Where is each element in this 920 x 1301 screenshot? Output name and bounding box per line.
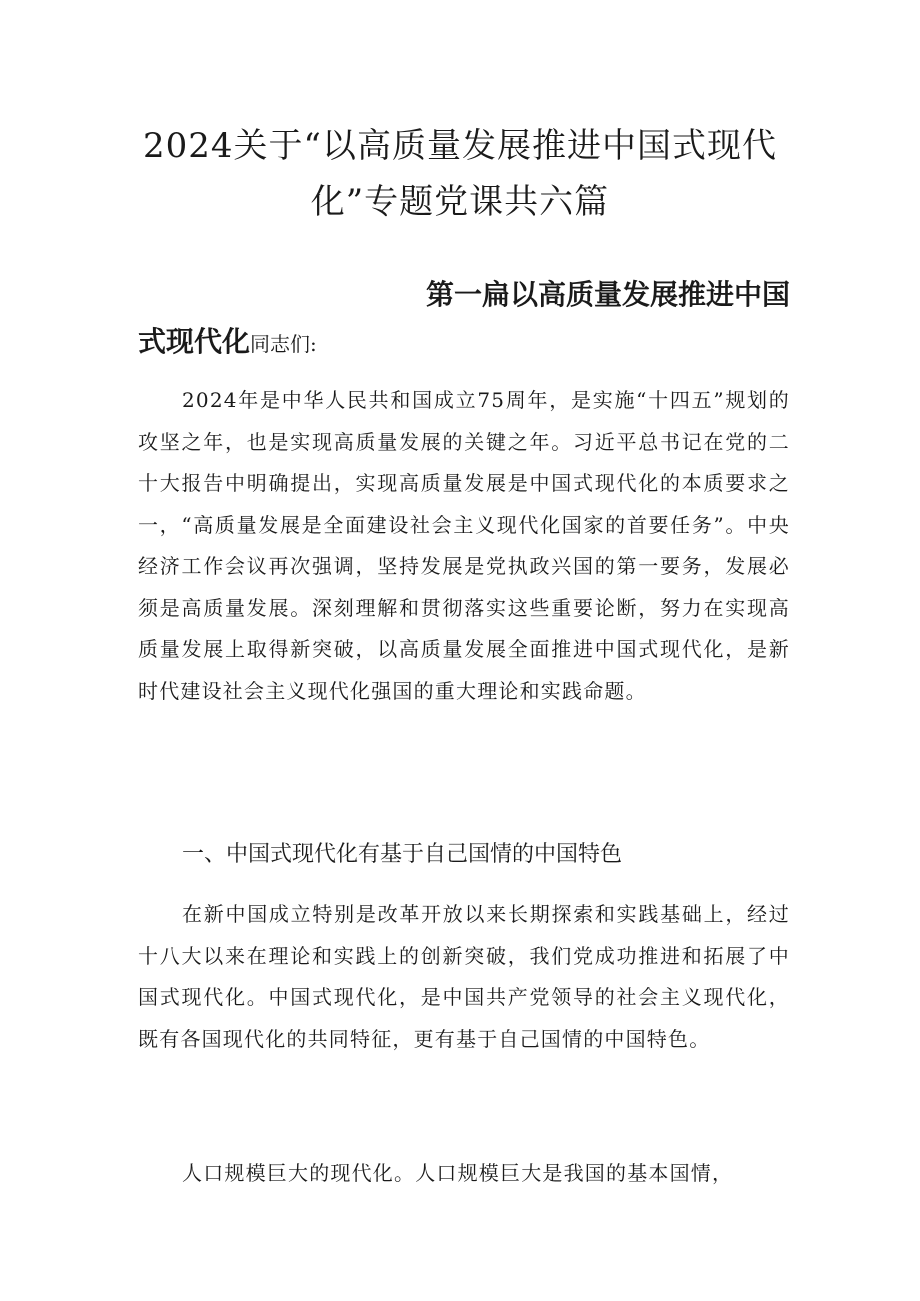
- paragraph-1: 2024年是中华人民共和国成立75周年，是实施“十四五”规划的攻坚之年，也是实现高质量发展的关键之年。习近平总书记在党的二十大报告中明确提出，实现高质量发展是中国式现代化的本质要求之一，“高质量发展是全面建设社会主义现代化国家的首要任务”。中央经济工作会议再次强调，坚持发展是党执政兴国的第一要务，发展必须是高质量发展。深刻理解和贯彻落实这些重要论断，努力在实现高质量发展上取得新突破，以高质量发展全面推进中国式现代化，是新时代建设社会主义现代化强国的重大理论和实践命题。: [138, 388, 790, 703]
- title-line-1: 2024关于“以高质量发展推进中国式现代: [143, 126, 777, 166]
- article-heading-continuation: 式现代化: [138, 325, 251, 358]
- paragraph-3: 人口规模巨大的现代化。人口规模巨大是我国的基本国情，: [182, 1161, 734, 1185]
- salutation: 同志们:: [250, 332, 317, 356]
- paragraph-2: 在新中国成立特别是改革开放以来长期探索和实践基础上，经过十八大以来在理论和实践上的创新突破，我们党成功推进和拓展了中国式现代化。中国式现代化，是中国共产党领导的社会主义现代化，既有各国现代化的共同特征，更有基于自己国情的中国特色。: [138, 902, 790, 1051]
- article-heading-line-1: 第一扁以高质量发展推进中国: [425, 278, 790, 311]
- section-heading-1: 一、中国式现代化有基于自己国情的中国特色: [182, 842, 623, 867]
- document-title: [120, 118, 800, 230]
- article-heading-line-2: [138, 322, 790, 366]
- title-line-2: 化”专题党课共六篇: [310, 182, 610, 222]
